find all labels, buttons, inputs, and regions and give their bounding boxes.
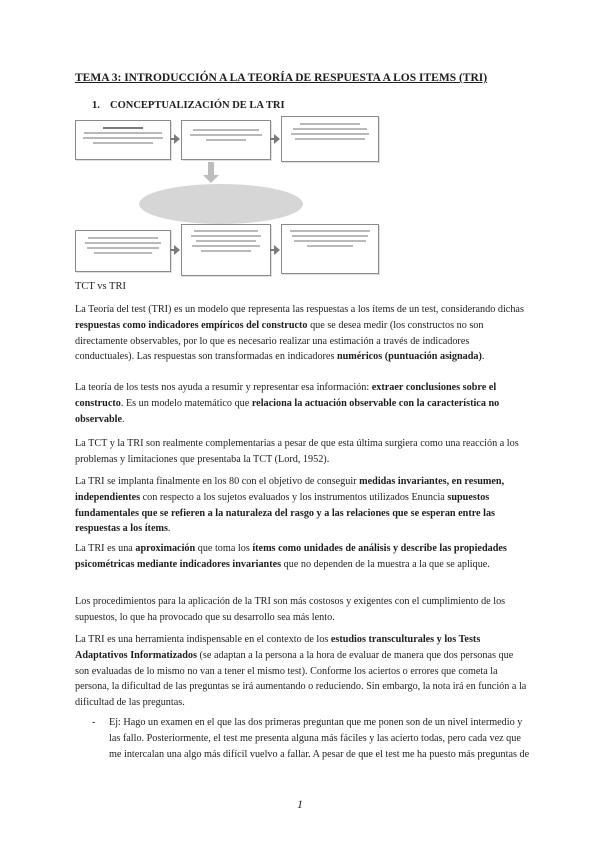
text-run: . Es un modelo matemático que [120,397,252,409]
arrow-right-icon [274,134,280,144]
section-label: CONCEPTUALIZACIÓN DE LA TRI [110,100,285,111]
section-number: 1. [92,100,100,111]
bold-run: aproximación [135,543,196,554]
bullet-dash: - [92,717,96,728]
bold-run: respuestas como indicadores empíricos del constructo [75,319,308,331]
paragraph-4 [75,474,527,537]
diagram-box-responses [181,120,271,160]
paragraph-1 [75,302,527,365]
text-run: La Teoría del test (TRI) es un modelo que representa las respuestas a los ítems de un test, considerando dichas [75,304,524,315]
paragraph-3 [75,436,527,468]
tct-vs-tri-diagram [73,112,383,280]
diagram-box-tct-limits [75,230,171,272]
text-run: . [481,351,485,363]
diagram-box-item-properties [181,224,271,276]
diagram-box-invariance [281,224,379,274]
section-heading [92,100,285,111]
document-title: TEMA 3: INTRODUCCIÓN A LA TEORÍA DE RESPUESTA A LOS ITEMS (TRI) [75,72,488,84]
bold-run: extraer conclusiones sobre el constructo [75,382,497,409]
bold-run: medidas invariantes, en resumen, independientes [75,476,505,503]
arrow-right-icon [174,245,180,255]
text-run: La TRI es una [75,543,136,554]
text-run: Los procedimientos para la aplicación de la TRI son más costosos y exigentes con el cumplimiento de los supuestos, lo que ha provocado que su desarrollo sea más lento. [75,596,506,623]
figure-caption: TCT vs TRI [75,281,126,292]
paragraph-6 [75,594,527,626]
paragraph-2 [75,380,527,427]
arrow-right-icon [274,245,280,255]
bold-run: supuestos fundamentales que se refieren a la naturaleza del rasgo y a las relaciones que se esperan entre las respuestas a los ítems [75,491,496,535]
text-run: La teoría de los tests nos ayuda a resumir y representar esa información: [75,382,372,393]
arrow-down-icon [203,175,219,183]
text-run: que toma los [195,543,253,554]
diagram-ellipse [139,184,303,224]
text-run: que no dependen de la muestra a la que se aplique. [281,558,490,570]
bold-run: relaciona la actuación observable con la característica no observable [75,397,500,425]
text-run: que se desea medir (los constructos no son directamente observables, por lo que es necesario realizar una estimación a través de indicadores conductuales). Las respuestas son transformadas en indicadores [75,319,484,363]
text-run: La TRI es una herramienta indispensable en el contexto de los [75,634,331,645]
bold-run: ítems como unidades de análisis y describe las propiedades psicométricas mediante indicadores invariantes [75,543,507,570]
text-run: . [167,523,171,535]
text-run: con respecto a los sujetos evaluados y los instrumentos utilizados Enuncia [140,491,448,503]
text-run: La TRI se implanta finalmente en los 80 con el objetivo de conseguir [75,476,360,487]
text-run: (se adaptan a la persona a la hora de evaluar de manera que dos personas que son evaluadas de lo mismo no van a tener el mismo test). Conforme los aciertos o errores que cometa la persona, la dificultad de las preguntas se irá aumentando o reduciendo. Sin embargo, la nota irá en función a la dificultad de las preguntas. [75,649,527,709]
bold-run: estudios transculturales y los Tests Adaptativos Informatizados [75,634,481,661]
bullet-text: Ej: Hago un examen en el que las dos primeras preguntan que me ponen son de un nivel intermedio y las fallo. Posteriormente, el test me presenta alguna más fáciles y las acierto todas, pero cada vez que me intercalan una algo más difícil vuelvo a fallar. A pesar de que el test me ha puesto más preguntas de [109,717,530,760]
arrow-right-icon [174,134,180,144]
paragraph-5 [75,541,527,573]
diagram-box-test-score [75,120,171,160]
page-number: 1 [297,797,303,811]
bold-run: numéricos (puntuación asignada) [336,351,482,363]
diagram-box-conclusions [281,116,379,162]
text-run: La TCT y la TRI son realmente complementarias a pesar de que esta última surgiera como una reacción a los problemas y limitaciones que presentaba la TCT (Lord, 1952). [75,438,519,465]
paragraph-7 [75,632,527,711]
text-run: . [121,413,125,425]
